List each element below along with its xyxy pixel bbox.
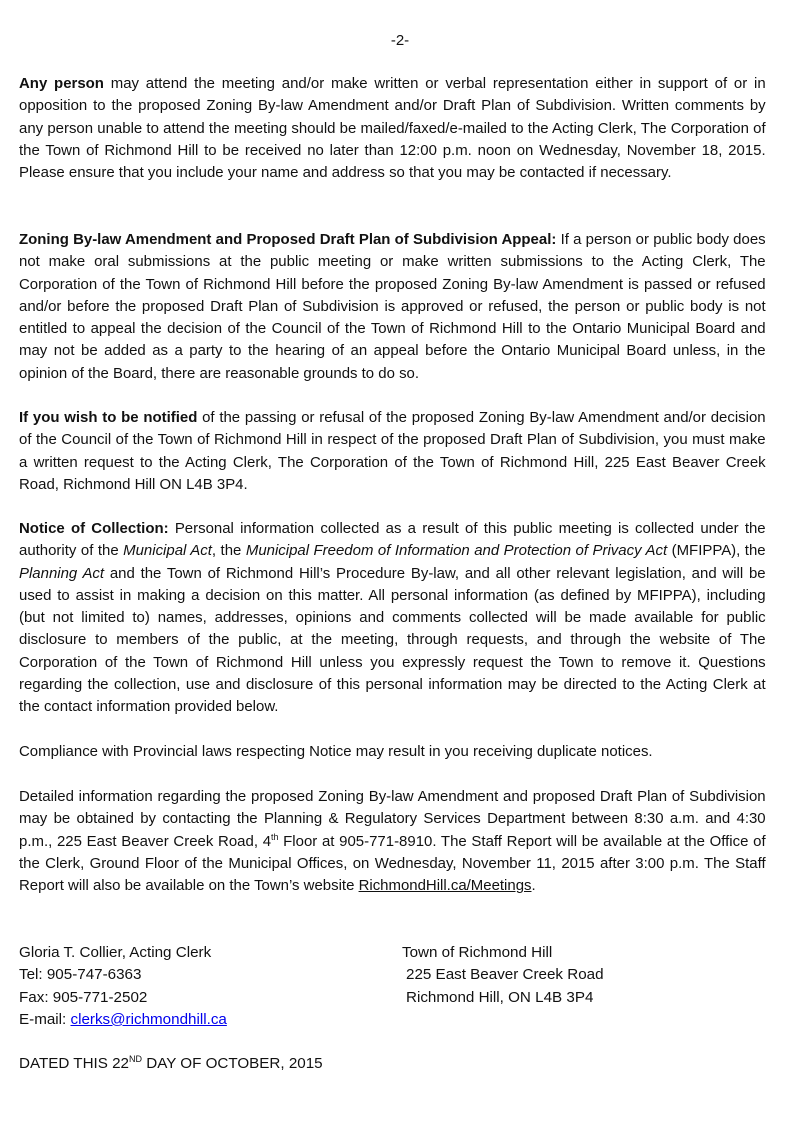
email-link[interactable]: clerks@richmondhill.ca: [70, 1010, 227, 1028]
page-number: -2-: [390, 32, 410, 49]
dated-text-2: DAY OF OCTOBER, 2015: [142, 1055, 323, 1072]
contact-tel: Tel: 905-747-6363: [19, 966, 142, 984]
any-person-text: may attend the meeting and/or make written or verbal representation either in support of or in opposition to the proposed Zoning By-law Amendment and/or Draft Plan of Subdivision. Written comments by any person unable to attend the meeting should be mailed/faxed/e-mailed to the Acting Clerk, The Corporation of the Town of Richmond Hill to be received no later than 12:00 p.m. noon on Wednesday, November 18, 2015. Please ensure that you include your name and address so that you may be contacted if necessary.: [19, 75, 766, 182]
details-text-3: .: [531, 877, 536, 895]
address-block: [402, 942, 604, 1009]
dated-line: [19, 1053, 323, 1075]
collection-text-1: Personal information collected as a result of this public meeting is collected under the authority of the: [19, 520, 766, 560]
paragraph-compliance: Compliance with Provincial laws respecting Notice may result in you receiving duplicate notices.: [19, 743, 653, 760]
details-text-2: Floor at 905-771-8910. The Staff Report will be available at the Office of the Clerk, Ground Floor of the Municipal Offices, on Wednesday, November 11, 2015 after 3:00 p.m. The Staff Report will also be available on the Town’s website: [19, 832, 766, 895]
paragraph-details: [19, 786, 766, 897]
dated-text-1: DATED THIS 22: [19, 1055, 129, 1072]
municipal-act: Municipal Act: [123, 542, 212, 560]
collection-text-2: , the: [211, 542, 246, 560]
appeal-text: If a person or public body does not make oral submissions at the public meeting or make written submissions to the Acting Clerk, The Corporation of the Town of Richmond Hill before the proposed Zoning By-law Amendment is passed or refused and/or before the proposed Draft Plan of Subdivision is approved or refused, the person or public body is not entitled to appeal the decision of the Council of the Town of Richmond Hill to the Ontario Municipal Board and may not be added as a party to the hearing of an appeal before the Ontario Municipal Board unless, in the opinion of the Board, there are reasonable grounds to do so.: [19, 231, 766, 382]
collection-text-4: and the Town of Richmond Hill’s Procedure By-law, and all other relevant legislation, and will be used to assist in making a decision on this matter. All personal information (as defined by MFIPPA), including (but not limited to) names, addresses, opinions and comments collected will be made available for public disclosure to members of the public, at the meeting, through requests, and through the website of The Corporation of the Town of Richmond Hill unless you expressly request the Town to remove it. Questions regarding the collection, use and disclosure of this personal information may be directed to the Acting Clerk at the contact information provided below.: [19, 564, 766, 716]
planning-act: Planning Act: [19, 564, 105, 582]
contact-block: [19, 942, 227, 1031]
lead-any-person: Any person: [19, 75, 104, 92]
details-text-1: Detailed information regarding the proposed Zoning By-law Amendment and proposed Draft Plan of Subdivision may be obtained by contacting the Planning & Regulatory Services Department between 8:30 a.m. and 4:30 p.m., 225 East Beaver Creek Road, 4: [19, 788, 766, 850]
email-label: E-mail:: [19, 1010, 71, 1028]
paragraph-notification: [19, 407, 766, 496]
lead-appeal: Zoning By-law Amendment and Proposed Draft Plan of Subdivision Appeal:: [19, 231, 557, 248]
floor-superscript: th: [271, 831, 279, 842]
address-line-2: 225 East Beaver Creek Road: [406, 966, 604, 984]
lead-collection: Notice of Collection:: [19, 520, 169, 537]
paragraph-appeal: [19, 229, 766, 385]
collection-text-3: (MFIPPA), the: [667, 542, 766, 560]
contact-name: Gloria T. Collier, Acting Clerk: [19, 944, 212, 961]
mfippa-act: Municipal Freedom of Information and Protection of Privacy Act: [245, 542, 668, 560]
lead-notified: If you wish to be notified: [19, 409, 198, 426]
notified-text: of the passing or refusal of the proposed Zoning By-law Amendment and/or decision of the Council of the Town of Richmond Hill in respect of the proposed Draft Plan of Subdivision, you must make a written request to the Acting Clerk, The Corporation of the Town of Richmond Hill, 225 East Beaver Creek Road, Richmond Hill ON L4B 3P4.: [19, 409, 766, 493]
paragraph-any-person: [19, 73, 766, 184]
paragraph-collection: [19, 518, 766, 719]
contact-email-line: [19, 1009, 227, 1031]
address-line-1: Town of Richmond Hill: [402, 944, 553, 961]
address-line-3: Richmond Hill, ON L4B 3P4: [406, 988, 594, 1006]
contact-fax: Fax: 905-771-2502: [19, 988, 148, 1006]
meetings-link[interactable]: RichmondHill.ca/Meetings: [358, 877, 532, 895]
dated-superscript: ND: [129, 1054, 142, 1064]
